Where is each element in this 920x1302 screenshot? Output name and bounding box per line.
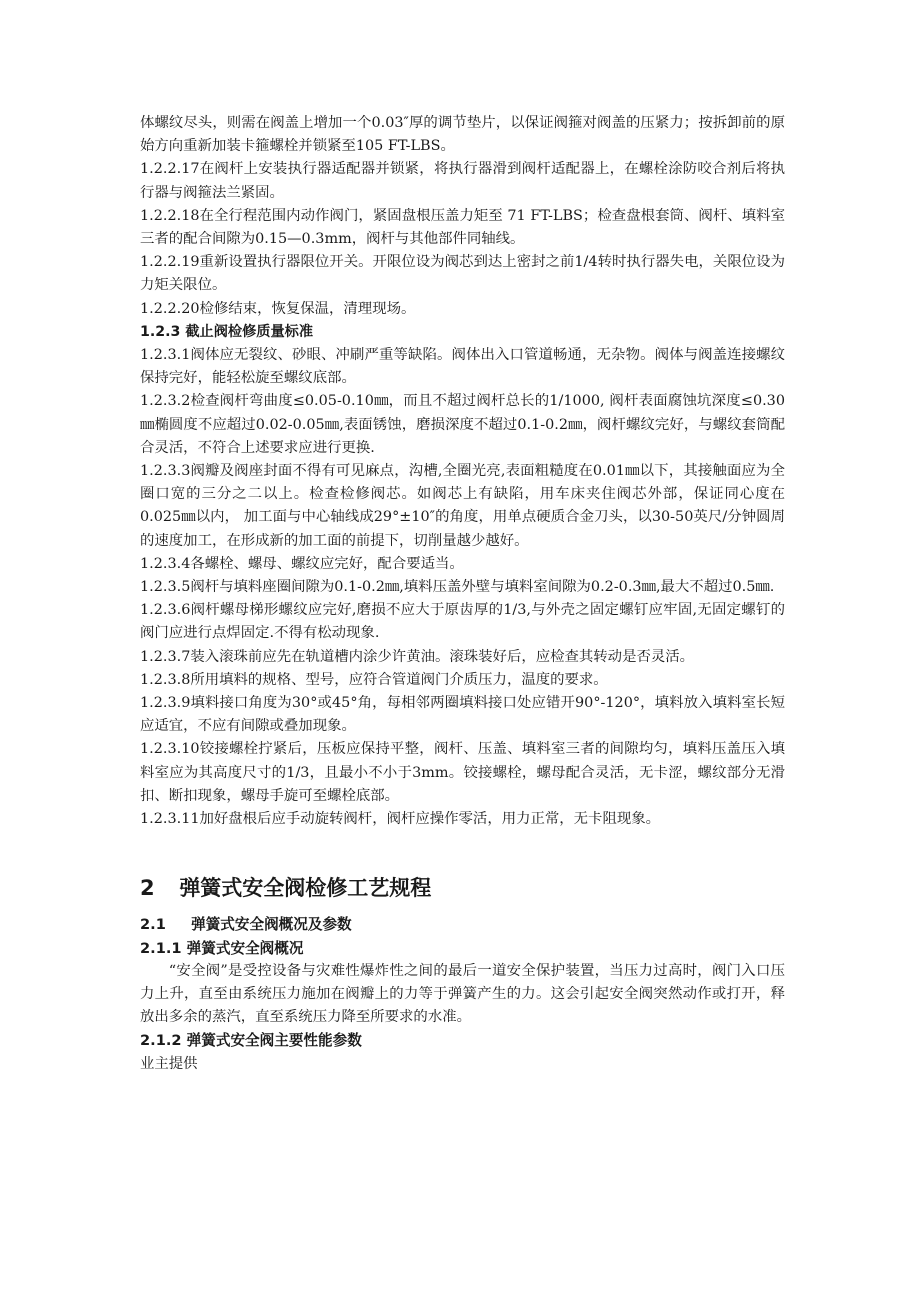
chapter-title: 弹簧式安全阀检修工艺规程: [179, 876, 432, 901]
heading-number: 1.2.3: [140, 323, 181, 340]
heading-2-1-2: [140, 1029, 785, 1052]
heading-title: 截止阀检修质量标准: [185, 323, 314, 340]
paragraph-1-2-2-18: 1.2.2.18在全行程范围内动作阀门，紧固盘根压盖力矩至 71 FT-LBS；检查盘根套筒、阀杆、填料室三者的配合间隙为0.15—0.3mm，阀杆与其他部件同轴线。: [140, 207, 785, 248]
document-body: [140, 112, 785, 1076]
heading-2-1: [140, 913, 785, 936]
paragraph-continuation: 体螺纹尽头，则需在阀盖上增加一个0.03″厚的调节垫片，以保证阀箍对阀盖的压紧力；按拆卸前的原始方向重新加装卡箍螺栓并锁紧至105 FT-LBS。: [140, 115, 785, 155]
paragraph-1-2-3-1: 1.2.3.1阀体应无裂纹、砂眼、冲刷严重等缺陷。阀体出入口管道畅通，无杂物。阀体与阀盖连接螺纹保持完好，能轻松旋至螺纹底部。: [140, 347, 785, 387]
paragraph-1-2-3-5: 1.2.3.5阀杆与填料座圈间隙为0.1-0.2㎜,填料压盖外壁与填料室间隙为0.2-0.3㎜,最大不超过0.5㎜.: [140, 579, 775, 596]
paragraph-2-1-1: “安全阀”是受控设备与灾难性爆炸性之间的最后一道安全保护装置，当压力过高时，阀门入口压力上升，直至由系统压力施加在阀瓣上的力等于弹簧产生的力。这会引起安全阀突然动作或打开，释放出多余的蒸汽，直至系统压力降至所要求的水准。: [140, 962, 785, 1026]
paragraph-1-2-2-19: 1.2.2.19重新设置执行器限位开关。开限位设为阀芯到达上密封之前1/4转时执行器失电，关限位设为力矩关限位。: [140, 254, 785, 294]
heading-number: 2.1: [140, 916, 166, 934]
heading-title: 弹簧式安全阀概况及参数: [191, 916, 352, 934]
paragraph-1-2-2-20: 1.2.2.20检修结束，恢复保温，清理现场。: [140, 300, 416, 317]
paragraph-1-2-3-7: 1.2.3.7装入滚珠前应先在轨道槽内涂少许黄油。滚珠装好后，应检查其转动是否灵活。: [140, 648, 695, 665]
heading-title: 弹簧式安全阀概况: [186, 939, 304, 957]
paragraph-1-2-3-3: 1.2.3.3阀瓣及阀座封面不得有可见麻点，沟槽,全圈光亮,表面粗糙度在0.01㎜以下，其接触面应为全圈口宽的三分之二以上。检查检修阀芯。如阀芯上有缺陷，用车床夹住阀芯外部，保证同心度在0.025㎜以内， 加工面与中心轴线成29°±10″的角度，用单点硬质合金刀头，以30-50英尺/分钟圆周的速度加工，在形成新的加工面的前提下，切削量越少越好。: [140, 463, 785, 549]
heading-number: 2.1.1: [140, 939, 182, 957]
chapter-2-heading: [140, 873, 785, 903]
paragraph-1-2-3-6: 1.2.3.6阀杆螺母梯形螺纹应完好,磨损不应大于原齿厚的1/3,与外壳之固定螺钉应牢固,无固定螺钉的阀门应进行点焊固定.不得有松动现象.: [140, 602, 785, 642]
heading-number: 2.1.2: [140, 1032, 182, 1050]
chapter-number: 2: [140, 876, 155, 901]
paragraph-1-2-3-2: 1.2.3.2检查阀杆弯曲度≤0.05-0.10㎜，而且不超过阀杆总长的1/1000, 阀杆表面腐蚀坑深度≤0.30㎜椭圆度不应超过0.02-0.05㎜,表面锈蚀，磨损深度不超过0.1-0.2㎜，阀杆螺纹完好，与螺纹套筒配合灵活，不符合上述要求应进行更换.: [140, 393, 785, 456]
paragraph-1-2-3-9: 1.2.3.9填料接口角度为30°或45°角，每相邻两圈填料接口处应错开90°-120°，填料放入填料室长短应适宜，不应有间隙或叠加现象。: [140, 695, 785, 735]
paragraph-1-2-3-8: 1.2.3.8所用填料的规格、型号，应符合管道阀门介质压力，温度的要求。: [140, 671, 608, 688]
paragraph-1-2-3-10: 1.2.3.10铰接螺栓拧紧后，压板应保持平整，阀杆、压盖、填料室三者的间隙均匀，填料压盖压入填料室应为其高度尺寸的1/3，且最小不小于3mm。铰接螺栓，螺母配合灵活，无卡涩，螺纹部分无滑扣、断扣现象，螺母手旋可至螺栓底部。: [140, 741, 785, 804]
heading-2-1-1: [140, 937, 785, 960]
paragraph-1-2-3-11: 1.2.3.11加好盘根后应手动旋转阀杆，阀杆应操作零活，用力正常，无卡阻现象。: [140, 811, 661, 828]
paragraph-1-2-3-4: 1.2.3.4各螺栓、螺母、螺纹应完好，配合要适当。: [140, 555, 464, 572]
heading-title: 弹簧式安全阀主要性能参数: [186, 1032, 362, 1050]
heading-1-2-3: [140, 321, 785, 344]
paragraph-1-2-2-17: 1.2.2.17在阀杆上安装执行器适配器并锁紧，将执行器滑到阀杆适配器上，在螺栓涂防咬合剂后将执行器与阀箍法兰紧固。: [140, 161, 785, 201]
paragraph-2-1-2: 业主提供: [140, 1055, 198, 1072]
